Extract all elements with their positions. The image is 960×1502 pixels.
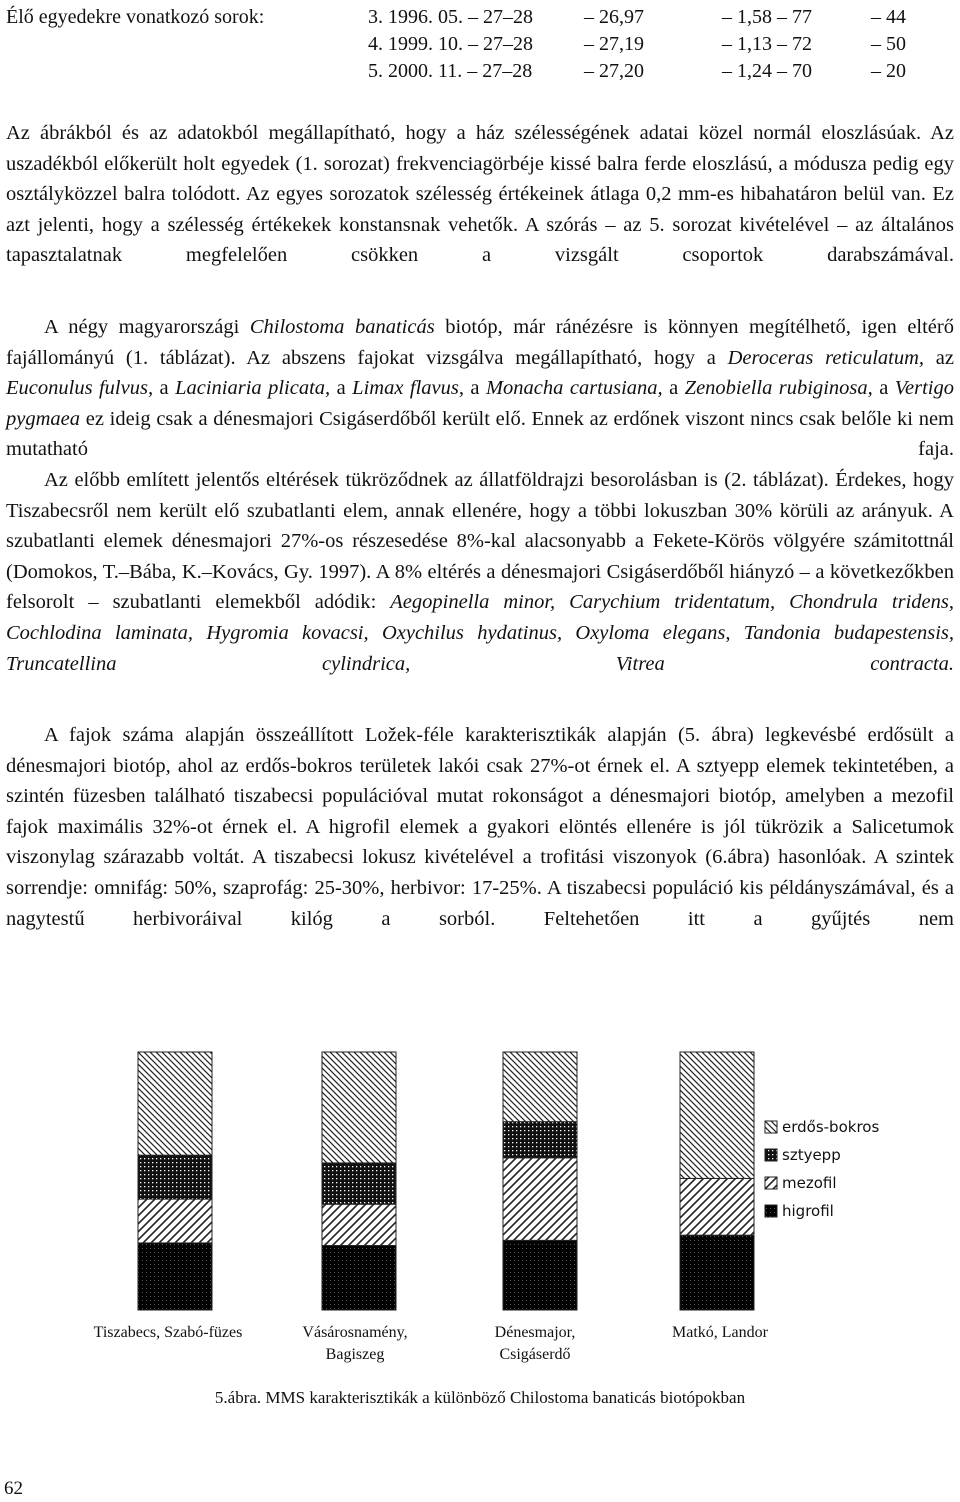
row-series: 5. 2000. 11. – 27–28 (368, 60, 533, 82)
legend-swatch (765, 1205, 777, 1217)
live-row-1 (6, 4, 936, 31)
bar-segment-sztyepp (322, 1163, 396, 1204)
row-sd: – 1,13 – 72 (722, 33, 812, 55)
bar-segment-erdsbokros (503, 1052, 577, 1122)
legend-swatch (765, 1177, 777, 1189)
figure-caption: 5.ábra. MMS karakterisztikák a különböző Chilostoma banaticás biotópokban (214, 1388, 746, 1407)
bar-segment-higrofil (322, 1246, 396, 1311)
bar-segment-erdsbokros (322, 1052, 396, 1163)
live-rows-label: Élő egyedekre vonatkozó sorok: (6, 6, 265, 28)
legend-label: higrofil (782, 1202, 834, 1220)
row-n: – 20 (871, 60, 906, 82)
row-series: 4. 1999. 10. – 27–28 (368, 33, 533, 55)
bar-segment-higrofil (138, 1243, 212, 1310)
legend-label: erdős-bokros (782, 1118, 880, 1136)
row-n: – 44 (871, 6, 906, 28)
x-category-label: Tiszabecs, Szabó-füzes (93, 1324, 243, 1341)
bar-segment-erdsbokros (138, 1052, 212, 1155)
live-row-3 (6, 58, 936, 85)
live-row-2 (6, 31, 936, 58)
bar-segment-mezofil (322, 1204, 396, 1245)
row-sd: – 1,24 – 70 (722, 60, 812, 82)
bar-segment-mezofil (503, 1158, 577, 1241)
paragraph-1: Az ábrákból és az adatokból megállapítható, hogy a ház szélességének adatai közel normál eloszlásúak. Az uszadékból előkerült holt egyedek (1. sorozat) frekvenciagörbéje kissé balra ferde eloszlású, a módusza pedig egy osztályközzel balra tolódott. Az egyes sorozatok szélesség értékeinek átlaga 0,2 mm-es hibahatáron belül van. Ez azt jelenti, hogy a szélesség értékekek konstansnak vehetők. A szórás – az 5. sorozat kivételével – az általános tapasztalatnak megfelelően csökken a vizsgált csoportok darabszámával. (6, 122, 954, 267)
row-mean: – 27,20 (584, 60, 644, 82)
live-rows-table (6, 4, 936, 85)
bar-segment-mezofil (680, 1178, 754, 1235)
legend-swatch (765, 1149, 777, 1161)
row-mean: – 27,19 (584, 33, 644, 55)
mms-stacked-bar-chart (0, 1010, 960, 1330)
legend-swatch (765, 1121, 777, 1133)
bar-segment-higrofil (680, 1235, 754, 1310)
legend-label: sztyepp (782, 1146, 841, 1164)
row-series: 3. 1996. 05. – 27–28 (368, 6, 533, 28)
row-n: – 50 (871, 33, 906, 55)
paragraph-4: A fajok száma alapján összeállított Ložek-féle karakterisztikák alapján (5. ábra) legkevésbé erdősült a dénesmajori biotóp, ahol az erdős-bokros területek lakói csak 27%-ot érnek el. A sztyepp elemek tekintetében, a szintén füzesben található tiszabecsi populációval mutat rokonságot a dénesmajori biotóp, amelyben a mezofil fajok maximális 32%-ot érnek el. A higrofil elemek a gyakori elöntés ellenére is jól tükrözik a Salicetumok viszonylag szárazabb voltát. A tiszabecsi lokusz kivételével a trofitási viszonyok (6.ábra) hasonlóak. A szintek sorrendje: omnifág: 50%, szaprofág: 25-30%, herbivor: 17-25%. A tiszabecsi populáció kis példányszámával, és a nagytestű herbivoráival kilóg a sorból. Feltehetően itt a gyűjtés nem (6, 724, 954, 930)
bar-segment-erdsbokros (680, 1052, 754, 1178)
x-category-label: Dénesmajor, Csigáserdő (494, 1324, 576, 1363)
paragraph-2: A négy magyarországi Chilostoma banaticás biotóp, már ránézésre is könnyen megítélhető, igen eltérő fajállományú (1. táblázat). Az abszens fajokat vizsgálva megállapítható, hogy a Deroceras reticulatum, az Euconulus fulvus, a Laciniaria plicata, a Limax flavus, a Monacha cartusiana, a Zenobiella rubiginosa, a Vertigo pygmaea ez ideig csak a dénesmajori Csigáserdőből került elő. Ennek az erdőnek viszont nincs csak belőle ki nem mutatható faja. (6, 316, 954, 461)
bar-segment-mezofil (138, 1199, 212, 1243)
bar-segment-sztyepp (138, 1155, 212, 1199)
bar-segment-higrofil (503, 1240, 577, 1310)
bar-segment-sztyepp (503, 1122, 577, 1158)
row-sd: – 1,58 – 77 (722, 6, 812, 28)
x-category-label: Vásárosnamény, Bagiszeg (302, 1324, 408, 1363)
x-category-label: Matkó, Landor (672, 1324, 768, 1341)
legend-label: mezofil (782, 1174, 837, 1192)
row-mean: – 26,97 (584, 6, 644, 28)
paragraph-3: Az előbb említett jelentős eltérések tükröződnek az állatföldrajzi besorolásban is (2. táblázat). Érdekes, hogy Tiszabecsről nem került elő szubatlanti elem, annak ellenére, hogy a többi lokuszban 30% körüli az arányuk. A szubatlanti elemek dénesmajori 27%-os részesedése 8%-kal alacsonyabb a Fekete-Körös völgyére számitottnál (Domokos, T.–Bába, K.–Kovács, Gy. 1997). A 8% eltérés a dénesmajori Csigáserdőből hiányzó – a következőkben felsorolt – szubatlanti elemekből adódik: Aegopinella minor, Carychium tridentatum, Chondrula tridens, Cochlodina laminata, Hygromia kovacsi, Oxychilus hydatinus, Oxyloma elegans, Tandonia budapestensis, Truncatellina cylindrica, Vitrea contracta. (6, 469, 954, 675)
page-number: 62 (4, 1478, 23, 1499)
